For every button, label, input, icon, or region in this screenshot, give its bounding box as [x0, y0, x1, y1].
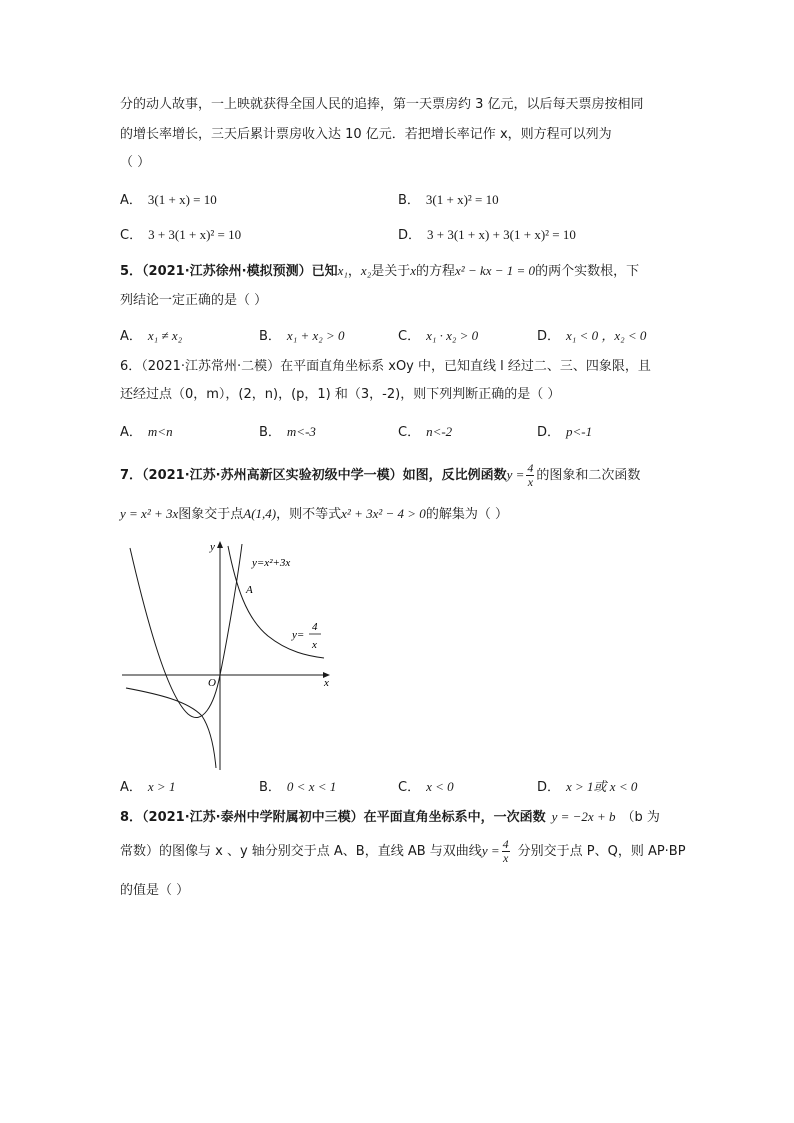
q4-answer-paren: （ ） — [120, 155, 151, 170]
q5-option-a[interactable] — [120, 327, 182, 346]
q8-text-line1 — [120, 808, 660, 827]
q8-post2: 分别交于点 P、Q，则 AP·BP — [517, 844, 686, 859]
fraction-denominator: x — [527, 475, 534, 489]
q5-mid2: 的方程 — [416, 264, 456, 279]
hyperbola-branch-3 — [126, 688, 216, 768]
q5-text-line1 — [120, 262, 639, 281]
q4-option-b[interactable] — [398, 191, 499, 210]
q5-mid: 是关于 — [371, 264, 411, 279]
option-expr: 3 + 3(1 + x) + 3(1 + x)² = 10 — [427, 227, 576, 242]
x-axis-label: x — [324, 677, 329, 689]
q7-option-b[interactable] — [259, 778, 336, 797]
q8-post1: （b 为 — [621, 810, 660, 825]
q6-option-d[interactable] — [537, 423, 592, 442]
option-expr: 0 < x < 1 — [286, 779, 337, 794]
q5-prefix: 5．（2021·江苏徐州·模拟预测）已知 — [120, 264, 338, 279]
option-letter: C． — [398, 329, 421, 344]
option-letter: D． — [537, 329, 561, 344]
option-expr: x > 1或 x < 0 — [566, 779, 638, 794]
q8-y-eq: y = — [481, 843, 500, 858]
option-letter: B． — [259, 329, 281, 344]
q6-option-c[interactable] — [398, 423, 452, 442]
q8-linear-expr: y = −2x + b — [551, 809, 616, 824]
q7-point: A(1,4) — [243, 506, 277, 521]
y-axis-label: y — [210, 541, 215, 553]
q7-option-a[interactable] — [120, 778, 175, 797]
q5-var: x — [410, 263, 417, 278]
q7-inequality: x² + 3x² − 4 > 0 — [341, 506, 426, 521]
q5-equation: x² − kx − 1 = 0 — [455, 263, 536, 278]
q7-fraction — [526, 462, 534, 489]
q5-option-b[interactable] — [259, 327, 345, 346]
q7-text-line1 — [120, 462, 640, 489]
q7-post: 的图象和二次函数 — [536, 468, 641, 483]
q6-text-line1: 6．（2021·江苏常州·二模）在平面直角坐标系 xOy 中，已知直线 l 经过二、三、四象限，且 — [120, 359, 651, 374]
q4-option-c[interactable] — [120, 226, 241, 245]
fraction-numerator: 4 — [502, 837, 509, 851]
option-letter: D． — [537, 425, 561, 440]
q7-mid: 图象交于点 — [178, 507, 244, 522]
option-expr: x < 0 — [426, 779, 454, 794]
hyperbola-label: y= — [292, 629, 305, 641]
q7-option-c[interactable] — [398, 778, 454, 797]
option-expr: 3(1 + x) = 10 — [147, 192, 217, 207]
option-expr: 3(1 + x)² = 10 — [425, 192, 499, 207]
q5-option-c[interactable] — [398, 327, 478, 346]
origin-label: O — [208, 677, 216, 689]
hyperbola-label-denominator: x — [312, 639, 317, 651]
option-letter: C． — [398, 780, 421, 795]
option-letter: A． — [120, 329, 142, 344]
q7-post2: 的解集为（ ） — [425, 507, 508, 522]
option-expr: n<-2 — [426, 424, 453, 439]
option-letter: A． — [120, 425, 142, 440]
fraction-numerator: 4 — [527, 461, 534, 475]
option-expr: x₁ < 0 ，x₂ < 0 — [566, 328, 647, 343]
q5-x1: x₁ — [337, 263, 348, 278]
q7-text-line2 — [120, 505, 508, 524]
q8-prefix: 8．（2021·江苏·泰州中学附属初中三模）在平面直角坐标系中，一次函数 — [120, 810, 546, 825]
parabola-label: y=x²+3x — [252, 557, 291, 569]
option-expr: x > 1 — [147, 779, 176, 794]
parabola-curve — [130, 544, 242, 718]
q7-option-d[interactable] — [537, 778, 637, 797]
q5-option-d[interactable] — [537, 327, 646, 346]
q8-pre2: 常数）的图像与 x 、y 轴分别交于点 A、B，直线 AB 与双曲线 — [120, 844, 482, 859]
q6-text-line2: 还经过点（0，m），(2，n)，(p，1) 和（3，-2)，则下列判断正确的是（ ） — [120, 387, 561, 402]
q7-function-graph — [118, 536, 338, 772]
q4-text-line2: 的增长率增长，三天后累计票房收入达 10 亿元．若把增长率记作 x，则方程可以列为 — [120, 127, 612, 142]
option-letter: B． — [259, 425, 281, 440]
option-expr: m<-3 — [286, 424, 316, 439]
option-expr: 3 + 3(1 + x)² = 10 — [148, 227, 242, 242]
option-letter: D． — [537, 780, 561, 795]
q7-y-eq: y = — [506, 467, 525, 482]
q4-option-d[interactable] — [398, 226, 576, 245]
option-letter: D． — [398, 228, 422, 243]
option-letter: B． — [398, 193, 420, 208]
y-axis-arrow — [217, 541, 223, 548]
option-expr: m<n — [147, 424, 173, 439]
q8-text-line3: 的值是（ ） — [120, 883, 190, 898]
q6-option-a[interactable] — [120, 423, 173, 442]
option-expr: x₁ + x₂ > 0 — [286, 328, 345, 343]
q5-post: 的两个实数根，下 — [535, 264, 640, 279]
q4-option-a[interactable] — [120, 191, 217, 210]
option-expr: x₁ ≠ x₂ — [147, 328, 183, 343]
point-a-label: A — [246, 584, 253, 596]
q5-x2: x₂ — [360, 263, 372, 278]
option-expr: p<-1 — [566, 424, 593, 439]
q8-text-line2 — [120, 838, 686, 865]
option-letter: C． — [120, 228, 143, 243]
option-letter: A． — [120, 780, 142, 795]
option-letter: B． — [259, 780, 281, 795]
q6-option-b[interactable] — [259, 423, 316, 442]
fraction-denominator: x — [502, 851, 509, 865]
option-expr: x₁ · x₂ > 0 — [426, 328, 479, 343]
q7-prefix: 7．（2021·江苏·苏州高新区实验初级中学一模）如图，反比例函数 — [120, 468, 507, 483]
option-letter: A． — [120, 193, 142, 208]
q7-parabola-expr: y = x² + 3x — [120, 506, 179, 521]
hyperbola-label-numerator: 4 — [312, 621, 318, 633]
option-letter: C． — [398, 425, 421, 440]
q8-fraction — [502, 838, 510, 865]
q4-text-line1: 分的动人故事，一上映就获得全国人民的追捧，第一天票房约 3 亿元，以后每天票房按相同 — [120, 97, 644, 112]
q5-sep: ， — [347, 264, 361, 279]
q5-text-line2: 列结论一定正确的是（ ） — [120, 293, 268, 308]
q7-mid2: ，则不等式 — [276, 507, 342, 522]
